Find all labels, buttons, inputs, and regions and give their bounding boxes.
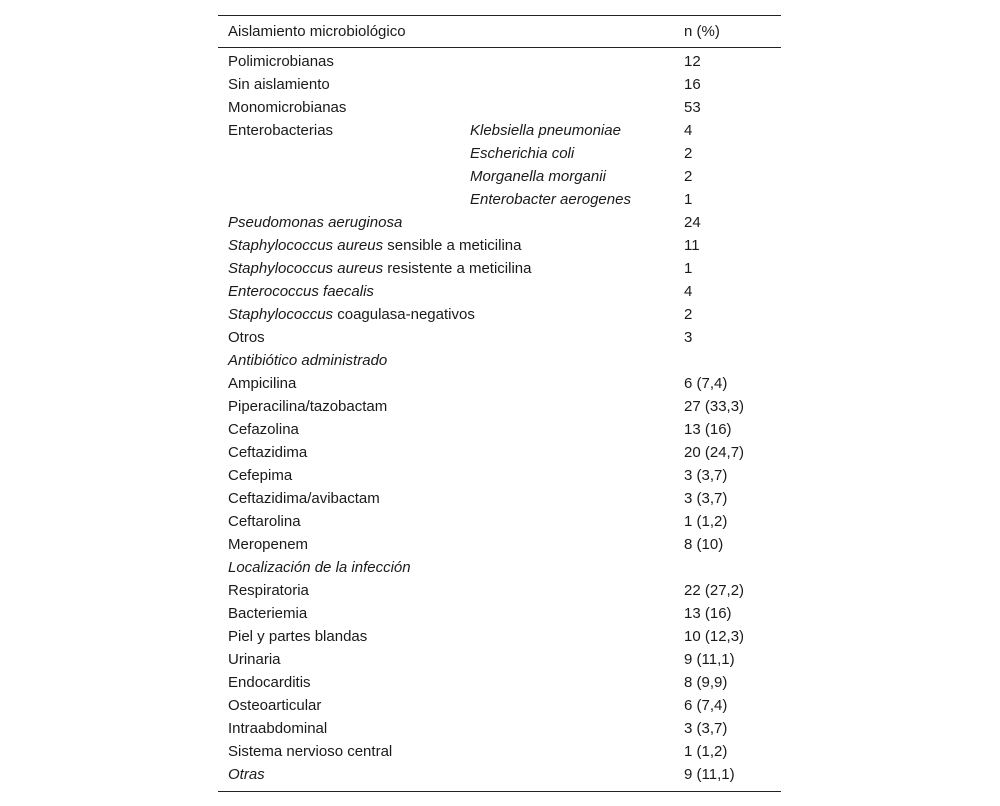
cell-label-text: Ceftazidima xyxy=(228,444,308,461)
cell-count: 3 (3,7) xyxy=(684,467,728,484)
cell-label xyxy=(228,441,307,464)
table-row xyxy=(218,303,781,326)
cell-count: 4 xyxy=(684,122,693,139)
table-row xyxy=(218,73,781,96)
cell-label xyxy=(228,648,281,671)
cell-count: 11 xyxy=(684,237,700,254)
cell-count: 9 (11,1) xyxy=(684,651,735,668)
cell-organism: Enterobacter aerogenes xyxy=(470,191,631,208)
cell-label-text: Polimicrobianas xyxy=(228,53,334,70)
table-row xyxy=(218,50,781,73)
cell-label-text: Sistema nervioso central xyxy=(228,743,393,760)
cell-label-text: Ceftazidima/avibactam xyxy=(228,490,380,507)
cell-label-text: Endocarditis xyxy=(228,674,311,691)
table-row xyxy=(218,464,781,487)
cell-label xyxy=(228,257,532,280)
cell-count: 1 xyxy=(684,260,693,277)
cell-count: 10 (12,3) xyxy=(684,628,745,645)
cell-label xyxy=(228,694,321,717)
cell-count: 3 xyxy=(684,329,693,346)
cell-count: 6 (7,4) xyxy=(684,697,728,714)
cell-label-text: Ampicilina xyxy=(228,375,297,392)
cell-label xyxy=(228,510,301,533)
cell-label xyxy=(228,418,299,441)
cell-count: 1 (1,2) xyxy=(684,513,728,530)
cell-organism: Klebsiella pneumoniae xyxy=(470,122,621,139)
cell-count: 27 (33,3) xyxy=(684,398,745,415)
cell-count: 13 (16) xyxy=(684,605,732,622)
cell-count: 13 (16) xyxy=(684,421,732,438)
cell-label-text: Enterobacterias xyxy=(228,122,334,139)
header-col3: n (%) xyxy=(684,23,720,40)
cell-label xyxy=(228,556,411,579)
cell-label-italic: Staphylococcus aureus xyxy=(228,260,384,277)
cell-count: 24 xyxy=(684,214,701,231)
table-row xyxy=(218,372,781,395)
table-row xyxy=(218,717,781,740)
header-col1: Aislamiento microbiológico xyxy=(228,23,406,40)
cell-label xyxy=(228,119,333,142)
cell-label xyxy=(228,73,330,96)
cell-organism: Escherichia coli xyxy=(470,145,575,162)
cell-label xyxy=(228,50,334,73)
cell-label-text: Ceftarolina xyxy=(228,513,301,530)
table-row xyxy=(218,648,781,671)
cell-label-text: Piel y partes blandas xyxy=(228,628,368,645)
table-row xyxy=(218,326,781,349)
cell-label xyxy=(228,303,475,326)
table-row xyxy=(218,510,781,533)
cell-count: 1 xyxy=(684,191,693,208)
table-row xyxy=(218,349,781,372)
cell-label xyxy=(228,740,392,763)
cell-count: 20 (24,7) xyxy=(684,444,745,461)
cell-label-italic: Staphylococcus xyxy=(228,306,334,323)
table-row xyxy=(218,142,781,165)
table-row xyxy=(218,533,781,556)
cell-label-text: Meropenem xyxy=(228,536,309,553)
table-row xyxy=(218,671,781,694)
cell-label xyxy=(228,602,307,625)
table-row xyxy=(218,96,781,119)
cell-label xyxy=(228,326,265,349)
table-row xyxy=(218,487,781,510)
cell-count: 3 (3,7) xyxy=(684,720,728,737)
cell-label xyxy=(228,349,387,372)
cell-label xyxy=(228,533,308,556)
table-row xyxy=(218,119,781,142)
cell-label-text: Monomicrobianas xyxy=(228,99,347,116)
cell-label xyxy=(228,487,380,510)
cell-count: 3 (3,7) xyxy=(684,490,728,507)
cell-label xyxy=(228,372,296,395)
table-header xyxy=(218,16,781,47)
table-row xyxy=(218,441,781,464)
cell-label-text: Intraabdominal xyxy=(228,720,328,737)
cell-label-italic: Antibiótico administrado xyxy=(228,352,388,369)
table-row xyxy=(218,257,781,280)
table-row xyxy=(218,280,781,303)
cell-label-rest: coagulasa-negativos xyxy=(333,306,475,323)
cell-label-text: Osteoarticular xyxy=(228,697,322,714)
cell-label xyxy=(228,395,387,418)
cell-count: 2 xyxy=(684,168,693,185)
table-row xyxy=(218,211,781,234)
cell-count: 2 xyxy=(684,306,693,323)
cell-label xyxy=(228,625,367,648)
cell-count: 12 xyxy=(684,53,701,70)
cell-label-text: Piperacilina/tazobactam xyxy=(228,398,388,415)
table-row xyxy=(218,579,781,602)
cell-count: 1 (1,2) xyxy=(684,743,728,760)
bottom-rule xyxy=(218,791,781,792)
cell-label-text: Urinaria xyxy=(228,651,281,668)
cell-label-text: Respiratoria xyxy=(228,582,309,599)
table-row xyxy=(218,165,781,188)
cell-label-text: Cefazolina xyxy=(228,421,299,438)
cell-count: 6 (7,4) xyxy=(684,375,728,392)
table-row xyxy=(218,395,781,418)
table-row xyxy=(218,418,781,441)
cell-count: 8 (10) xyxy=(684,536,724,553)
table-row xyxy=(218,694,781,717)
cell-label xyxy=(228,717,327,740)
table-row xyxy=(218,188,781,211)
table-row xyxy=(218,556,781,579)
cell-label xyxy=(228,280,374,303)
cell-label xyxy=(228,234,522,257)
cell-label-italic: Otras xyxy=(228,766,265,783)
results-table xyxy=(218,15,781,792)
cell-count: 4 xyxy=(684,283,693,300)
cell-label xyxy=(228,579,309,602)
cell-count: 8 (9,9) xyxy=(684,674,728,691)
cell-label-italic: Enterococcus faecalis xyxy=(228,283,374,300)
cell-label-italic: Pseudomonas aeruginosa xyxy=(228,214,403,231)
cell-count: 16 xyxy=(684,76,701,93)
cell-label-italic: Localización de la infección xyxy=(228,559,411,576)
cell-label xyxy=(228,763,265,786)
cell-label-rest: sensible a meticilina xyxy=(383,237,522,254)
cell-label-text: Bacteriemia xyxy=(228,605,308,622)
cell-label xyxy=(228,96,346,119)
cell-count: 22 (27,2) xyxy=(684,582,745,599)
cell-label-text: Sin aislamiento xyxy=(228,76,330,93)
cell-count: 53 xyxy=(684,99,701,116)
cell-count: 2 xyxy=(684,145,693,162)
cell-label xyxy=(228,671,311,694)
cell-organism: Morganella morganii xyxy=(470,168,606,185)
table-row xyxy=(218,602,781,625)
table-body xyxy=(218,48,781,791)
cell-label-rest: resistente a meticilina xyxy=(383,260,532,277)
table-row xyxy=(218,740,781,763)
table-row xyxy=(218,625,781,648)
cell-label-text: Cefepima xyxy=(228,467,293,484)
table-row xyxy=(218,763,781,786)
table-row xyxy=(218,234,781,257)
cell-label xyxy=(228,211,402,234)
cell-label xyxy=(228,464,292,487)
cell-label-text: Otros xyxy=(228,329,265,346)
cell-label-italic: Staphylococcus aureus xyxy=(228,237,384,254)
cell-count: 9 (11,1) xyxy=(684,766,735,783)
